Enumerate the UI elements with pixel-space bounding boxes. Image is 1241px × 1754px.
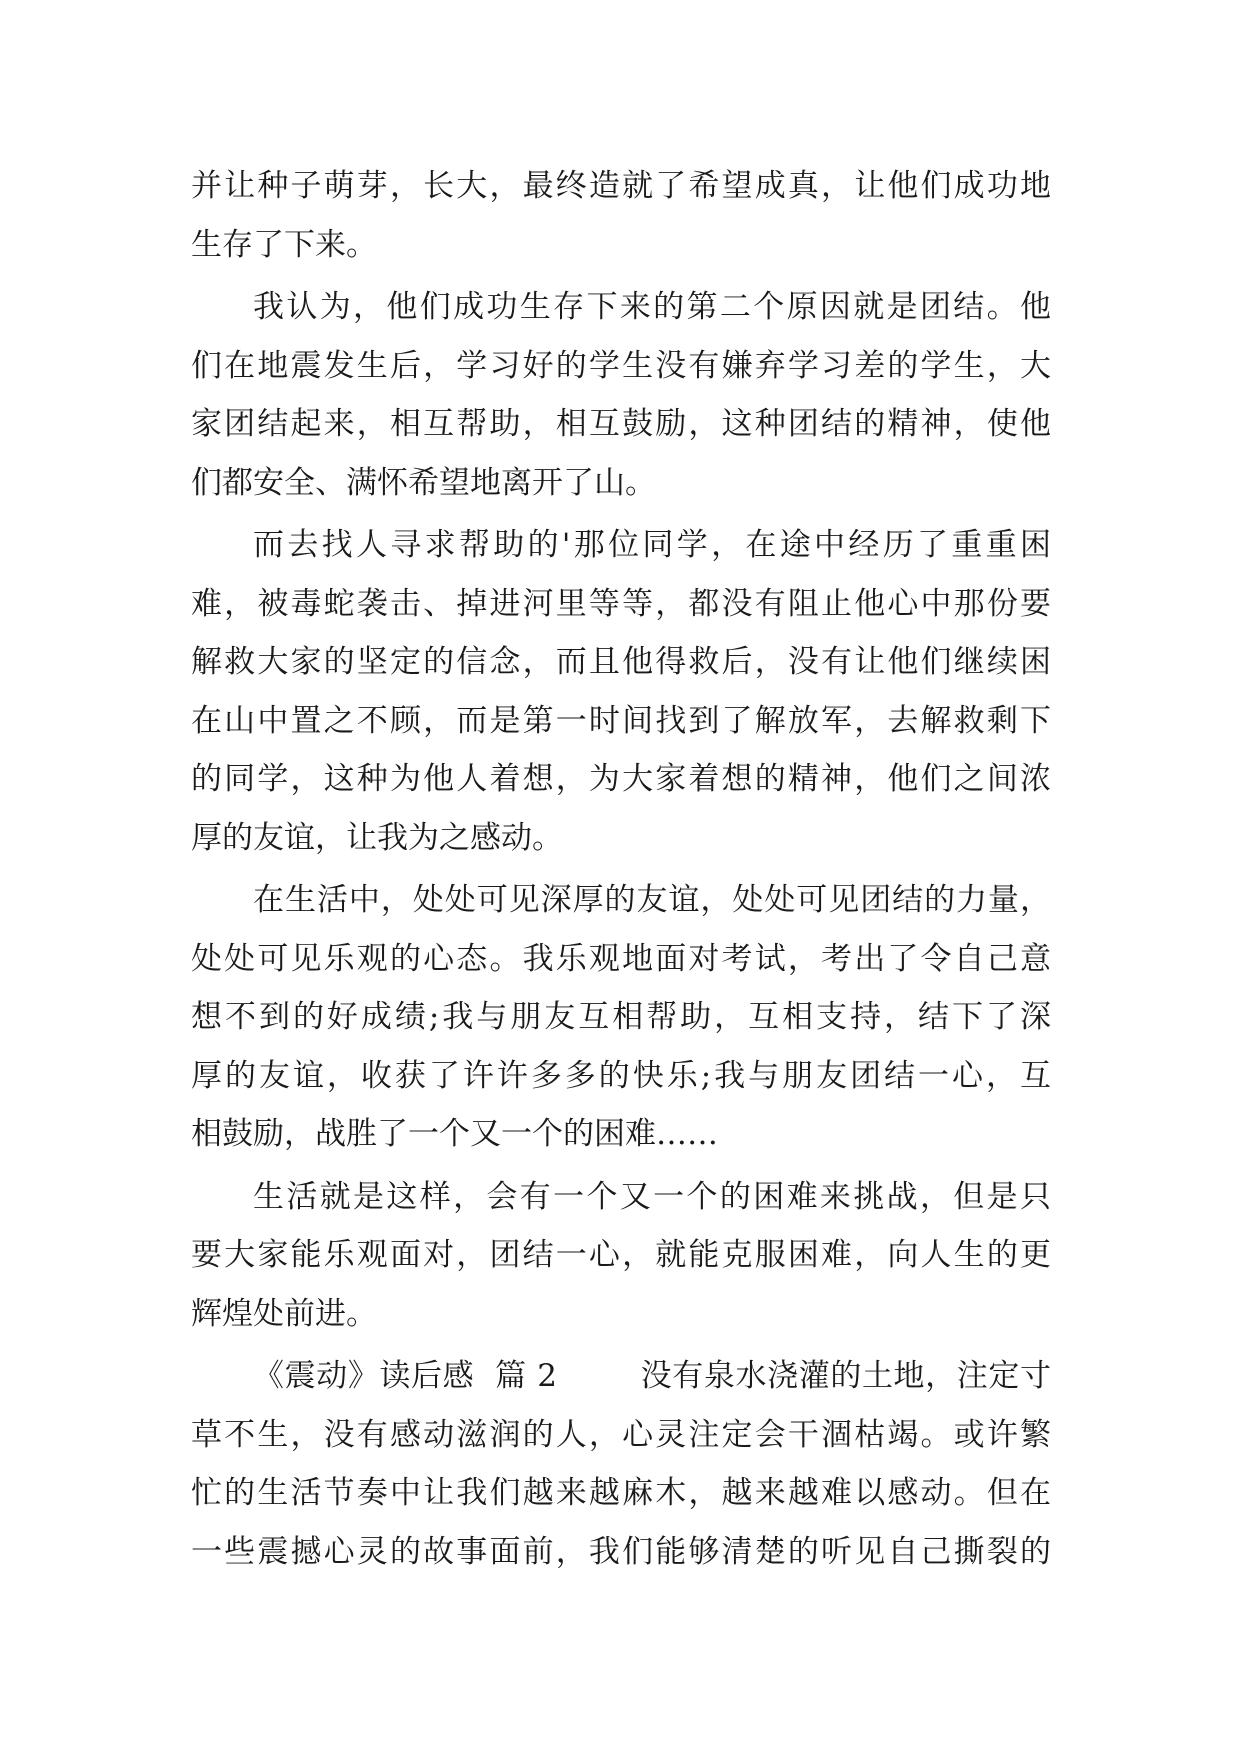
text-line: 生活就是这样，会有一个又一个的困难来挑战，但是只 (253, 1178, 1051, 1215)
text-line: 相鼓励，战胜了一个又一个的困难…… (191, 1116, 718, 1152)
text-line: 在生活中，处处可见深厚的友谊，处处可见团结的力量， (253, 882, 1051, 918)
text-line: 厚的友谊，收获了许许多多的快乐;我与朋友团结一心，互 (191, 1057, 1051, 1094)
paragraph (191, 278, 1051, 512)
text-line: 在山中置之不顾，而是第一时间找到了解放军，去解救剩下 (191, 702, 1051, 739)
text-line: 要大家能乐观面对，团结一心，就能克服困难，向人生的更 (191, 1237, 1051, 1273)
text-line: 生存了下来。 (191, 226, 377, 263)
text-line: 我认为，他们成功生存下来的第二个原因就是团结。他 (253, 289, 1051, 325)
paragraph (191, 871, 1051, 1164)
text-line: 并让种子萌芽，长大，最终造就了希望成真，让他们成功地 (191, 168, 1051, 204)
paragraph (191, 516, 1051, 867)
text-line: 而去找人寻求帮助的'那位同学，在途中经历了重重困 (253, 527, 1051, 563)
text-line: 难，被毒蛇袭击、掉进河里等等，都没有阻止他心中那份要 (191, 585, 1051, 622)
text-line: 的同学，这种为他人着想，为大家着想的精神，他们之间浓 (191, 761, 1051, 797)
text-line: 想不到的好成绩;我与朋友互相帮助，互相支持，结下了深 (191, 999, 1051, 1035)
paragraph (191, 1347, 1051, 1581)
text-line: 们都安全、满怀希望地离开了山。 (191, 464, 656, 501)
text-line: 一些震撼心灵的故事面前，我们能够清楚的听见自己撕裂的 (191, 1533, 1051, 1570)
text-line: 厚的友谊，让我为之感动。 (191, 819, 563, 856)
text-line: 辉煌处前进。 (191, 1295, 377, 1332)
text-line: 草不生，没有感动滋润的人，心灵注定会干涸枯竭。或许繁 (191, 1416, 1051, 1453)
text-line: 解救大家的坚定的信念，而且他得救后，没有让他们继续困 (191, 644, 1051, 680)
text-line: 《震动》读后感 篇 2 没有泉水浇灌的土地，注定寸 (253, 1358, 1051, 1394)
document-body (191, 157, 1051, 1581)
text-line: 们在地震发生后，学习好的学生没有嫌弃学习差的学生，大 (191, 347, 1051, 384)
text-line: 家团结起来，相互帮助，相互鼓励，这种团结的精神，使他 (191, 406, 1051, 442)
paragraph (191, 1168, 1051, 1344)
paragraph (191, 157, 1051, 274)
text-line: 忙的生活节奏中让我们越来越麻木，越来越难以感动。但在 (191, 1475, 1051, 1511)
text-line: 处处可见乐观的心态。我乐观地面对考试，考出了令自己意 (191, 940, 1051, 977)
